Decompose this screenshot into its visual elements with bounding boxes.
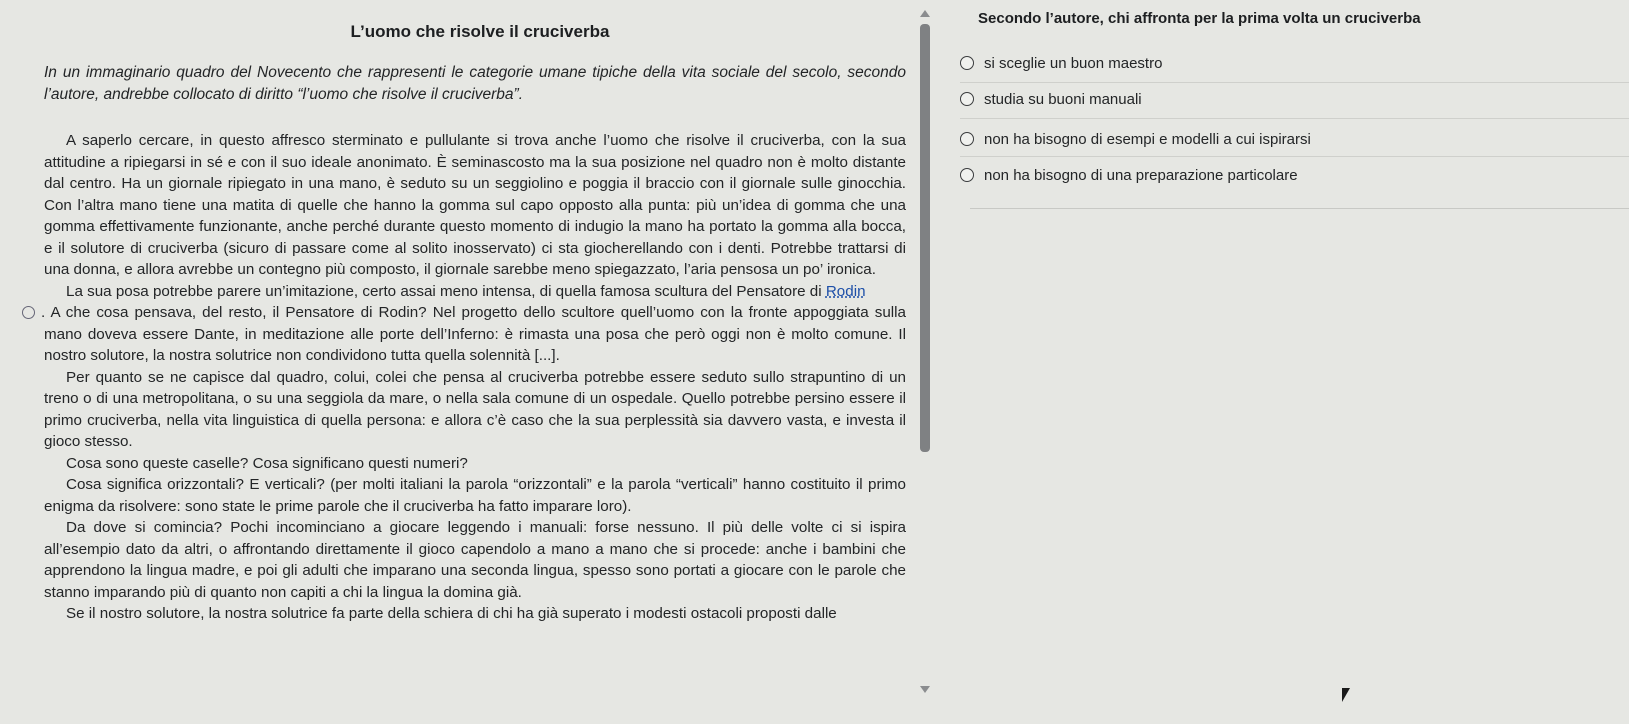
- scroll-up-arrow-icon[interactable]: [920, 10, 930, 17]
- vertical-scrollbar[interactable]: [920, 10, 930, 710]
- option-divider: [960, 82, 1629, 83]
- option-divider: [960, 118, 1629, 119]
- paragraph: Da dove si comincia? Pochi incominciano a giocare leggendo i manuali: forse nessuno. Il più delle volte ci si ispira all’esempio dato da altri, o affrontando direttamente il gioco capendolo a mano a mano che si procede: anche i bambini che apprendono la lingua madre, e poi gli adulti che imparano una seconda lingua, spesso sono portati a giocare con le parole che stanno imparando più di quanto non capiti a chi la lingua la domina già.: [44, 519, 906, 601]
- paragraph-text: La sua posa potrebbe parere un’imitazione, certo assai meno intensa, di quella famosa scultura del Pensatore di: [66, 282, 826, 300]
- mouse-cursor-icon: [1342, 688, 1356, 702]
- question-text: Secondo l’autore, chi affronta per la prima volta un cruciverba: [978, 10, 1421, 27]
- radio-button-icon[interactable]: [960, 168, 974, 182]
- article-title: L’uomo che risolve il cruciverba: [350, 22, 610, 41]
- answer-label: non ha bisogno di una preparazione particolare: [984, 166, 1298, 184]
- answer-label: studia su buoni manuali: [984, 90, 1142, 108]
- answer-option-4[interactable]: [960, 164, 1298, 186]
- paragraph: Cosa sono queste caselle? Cosa significano questi numeri?: [66, 454, 468, 472]
- radio-button-icon[interactable]: [960, 132, 974, 146]
- answer-label: si sceglie un buon maestro: [984, 54, 1163, 72]
- answer-option-1[interactable]: [960, 52, 1162, 74]
- option-divider: [960, 156, 1629, 157]
- answer-option-3[interactable]: [960, 128, 1311, 150]
- paragraph: Se il nostro solutore, la nostra solutrice fa parte della schiera di chi ha già superato i modesti ostacoli proposti dalle: [66, 605, 837, 622]
- radio-button-icon[interactable]: [960, 92, 974, 106]
- radio-button-icon[interactable]: [960, 56, 974, 70]
- note-marker-icon[interactable]: [22, 306, 35, 319]
- paragraph: Cosa significa orizzontali? E verticali? (per molti italiani la parola “orizzontali” e la parola “verticali” hanno costituito il primo enigma da risolvere: sono state le prime parole che il cruciverba ha fatto imparare loro).: [44, 476, 906, 515]
- paragraph-rodin: [41, 281, 906, 367]
- answer-option-2[interactable]: [960, 88, 1142, 110]
- panel-divider: [970, 208, 1629, 209]
- article-intro: In un immaginario quadro del Novecento che rappresenti le categorie umane tipiche della vita sociale del secolo, secondo l’autore, andrebbe collocato di diritto “l’uomo che risolve il cruciverba”.: [44, 64, 906, 103]
- rodin-link[interactable]: Rodin: [825, 282, 866, 300]
- scroll-down-arrow-icon[interactable]: [920, 686, 930, 693]
- paragraph-text: . A che cosa pensava, del resto, il Pensatore di Rodin? Nel progetto dello scultore quell’uomo con la fronte appoggiata sulla mano doveva essere Dante, in meditazione alle porte dell’Inferno: è rimasta una posa che però oggi non è molto comune. Il nostro solutore, la nostra solutrice non condividono tutta quella solennità [...].: [41, 304, 906, 364]
- answer-label: non ha bisogno di esempi e modelli a cui ispirarsi: [984, 130, 1311, 148]
- scrollbar-thumb[interactable]: [920, 24, 930, 452]
- paragraph: A saperlo cercare, in questo affresco sterminato e pullulante si trova anche l’uomo che risolve il cruciverba, con la sua attitudine a ripiegarsi in sé e con il suo ideale anonimato. È seminascosto ma la sua posizione nel quadro non è molto distante dal centro. Ha un giornale ripiegato in una mano, è seduto su un seggiolino e poggia il braccio con il giornale sulle ginocchia. Con l’altra mano tiene una matita di quelle che hanno la gomma sul capo opposto alla punta: più un’idea di gomma che una gomma effettivamente funzionante, anche perché durante questo momento di indugio la mano ha portato la gomma alla bocca, e il solutore di cruciverba (sicuro di passare come al solito inosservato) ci sta giocherellando con i denti. Potrebbe trattarsi di una donna, e allora avrebbe un contegno più composto, il giornale sarebbe meno spiegazzato, l’aria pensosa un po’ ironica.: [44, 132, 906, 278]
- question-panel: [960, 0, 1629, 220]
- article-body: [41, 130, 906, 625]
- paragraph: Per quanto se ne capisce dal quadro, colui, colei che pensa al cruciverba potrebbe essere seduto sullo strapuntino di un treno o di una metropolitana, o su una seggiola da mare, o nella sala comune di un ospedale. Quello potrebbe persino essere il primo cruciverba, nella vita linguistica di quella persona: e allora c’è caso che la sua perplessità sia davvero vasta, e investa il gioco stesso.: [44, 368, 906, 450]
